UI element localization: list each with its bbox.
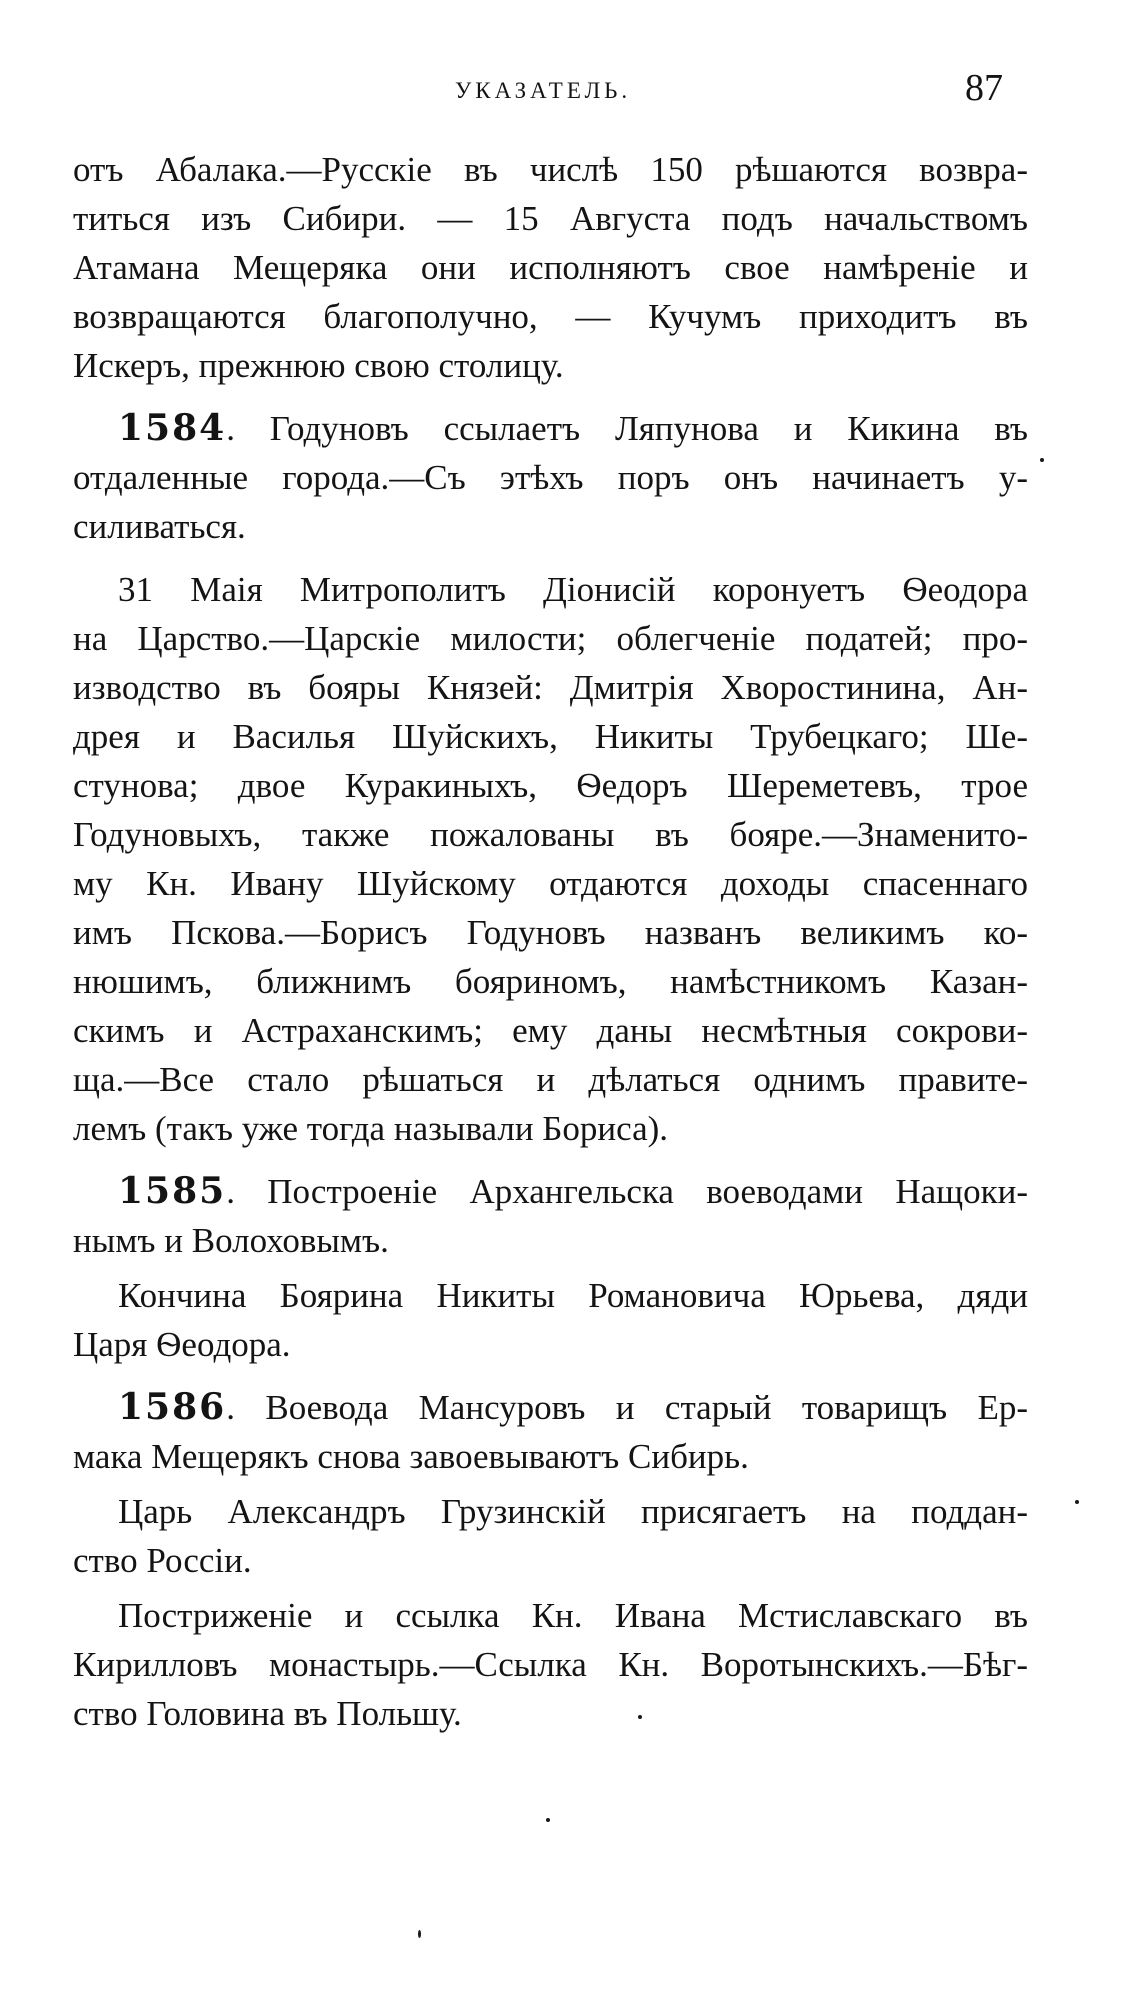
- text-line: Искеръ, прежнюю свою столицу.: [73, 346, 564, 385]
- text-line: отдаленные города.—Съ этѣхъ поръ онъ начинаетъ у-: [73, 458, 1028, 497]
- text-line: Атамана Мещеряка они исполняютъ свое намѣреніе и: [73, 248, 1028, 287]
- text-line: мака Мещерякъ снова завоевываютъ Сибирь.: [73, 1437, 749, 1476]
- text-line: возвращаются благополучно, — Кучумъ приходитъ въ: [73, 297, 1028, 336]
- text-line: скимъ и Астраханскимъ; ему даны несмѣтныя сокрови-: [73, 1011, 1028, 1050]
- year-heading: 1585: [118, 1170, 227, 1212]
- paragraph: [73, 1271, 1028, 1369]
- running-head: УКАЗАТЕЛЬ.: [455, 78, 632, 103]
- paragraph: [73, 1487, 1028, 1585]
- scan-speck: [1040, 458, 1044, 462]
- text-line: имъ Пскова.—Борисъ Годуновъ названъ великимъ ко-: [73, 913, 1028, 952]
- scan-speck: [546, 1818, 550, 1822]
- text-line: отъ Абалака.—Русскіе въ числѣ 150 рѣшаются возвра-: [73, 150, 1028, 189]
- paragraph-1586: [73, 1383, 1028, 1481]
- scan-speck: [418, 1930, 421, 1938]
- paragraph: [73, 145, 1028, 390]
- body-text: [73, 145, 1028, 1738]
- text-line: нюшимъ, ближнимъ бояриномъ, намѣстникомъ Казан-: [73, 962, 1028, 1001]
- scan-speck: [638, 1715, 642, 1719]
- text-line: силиваться.: [73, 507, 246, 546]
- text-line: Годуновыхъ, также пожалованы въ бояре.—Знаменито-: [73, 815, 1028, 854]
- text-fragment: . Воевода Мансуровъ и старый товарищъ Ер-: [226, 1388, 1028, 1427]
- text-line: ща.—Все стало рѣшаться и дѣлаться однимъ правите-: [73, 1060, 1028, 1099]
- text-line: Царь Александръ Грузинскій присягаетъ на поддан-: [118, 1492, 1028, 1531]
- page-number: 87: [965, 67, 1003, 109]
- text-line: стунова; двое Куракиныхъ, Ѳедоръ Шереметевъ, трое: [73, 766, 1028, 805]
- text-line: дрея и Василья Шуйскихъ, Никиты Трубецкаго; Ше-: [73, 717, 1028, 756]
- paragraph-1585: [73, 1167, 1028, 1265]
- text-line: ство Головина въ Польшу.: [73, 1694, 462, 1733]
- text-line: Постриженіе и ссылка Кн. Ивана Мстиславскаго въ: [118, 1596, 1028, 1635]
- text-line: [73, 1167, 1028, 1216]
- text-line: ство Россіи.: [73, 1541, 252, 1580]
- paragraph-1584: [73, 404, 1028, 551]
- text-fragment: . Построеніе Архангельска воеводами Нащоки-: [226, 1172, 1028, 1211]
- text-line: [73, 404, 1028, 453]
- text-line: на Царство.—Царскіе милости; облегченіе податей; про-: [73, 619, 1028, 658]
- text-line: лемъ (такъ уже тогда называли Бориса).: [73, 1109, 669, 1148]
- text-line: 31 Маія Митрополитъ Діонисій коронуетъ Ѳеодора: [118, 570, 1028, 609]
- text-line: титься изъ Сибири. — 15 Августа подъ начальствомъ: [73, 199, 1028, 238]
- scan-speck: [1075, 1500, 1079, 1504]
- year-heading: 1584: [118, 407, 227, 449]
- text-line: Кончина Боярина Никиты Романовича Юрьева, дяди: [118, 1276, 1028, 1315]
- text-fragment: . Годуновъ ссылаетъ Ляпунова и Кикина въ: [226, 409, 1028, 448]
- year-heading: 1586: [118, 1386, 227, 1428]
- text-line: Царя Ѳеодора.: [73, 1325, 291, 1364]
- text-line: нымъ и Волоховымъ.: [73, 1221, 389, 1260]
- text-line: [73, 1383, 1028, 1432]
- paragraph: [73, 565, 1028, 1153]
- text-line: изводство въ бояры Князей: Дмитрія Хворостинина, Ан-: [73, 668, 1028, 707]
- paragraph: [73, 1591, 1028, 1738]
- text-line: Кирилловъ монастырь.—Ссылка Кн. Воротынскихъ.—Бѣг-: [73, 1645, 1028, 1684]
- text-line: му Кн. Ивану Шуйскому отдаются доходы спасеннаго: [73, 864, 1028, 903]
